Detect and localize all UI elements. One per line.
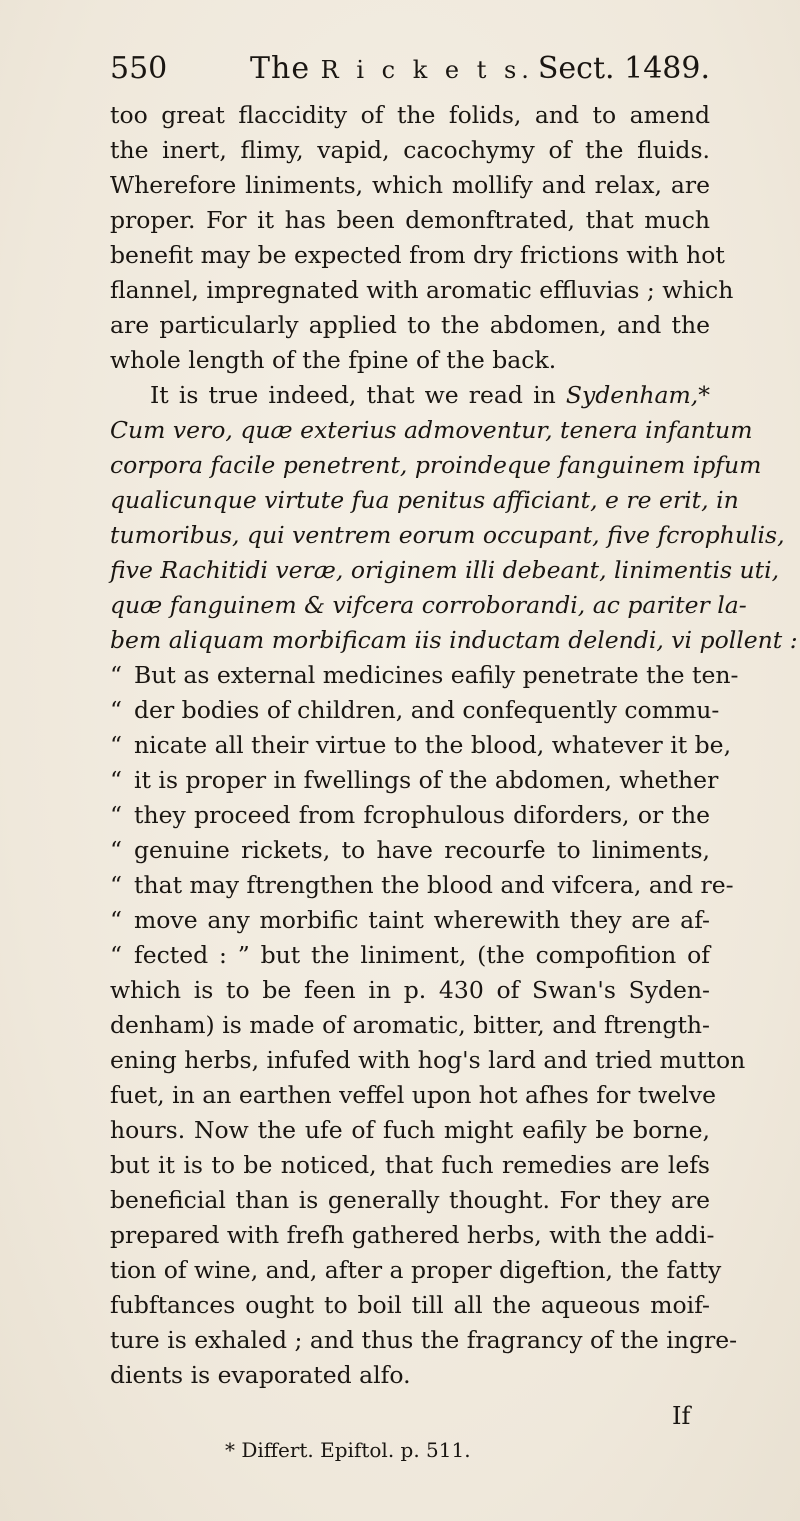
quote-line: “ der bodies of children, and confequently commu- <box>110 693 710 728</box>
quote-line: “ move any morbific taint wherewith they are af- <box>110 903 710 938</box>
body-text <box>110 98 798 1393</box>
text-line: but it is to be noticed, that fuch remedies are lefs <box>110 1151 710 1179</box>
text-line: which is to be feen in p. 430 of Swan's Syden- <box>110 976 710 1004</box>
text-line: fuet, in an earthen veffel upon hot afhes for twelve <box>110 1081 716 1109</box>
text-line: ture is exhaled ; and thus the fragrancy of the ingre- <box>110 1326 738 1354</box>
text-line: beneficial than is generally thought. For they are <box>110 1186 710 1214</box>
text-line: too great flaccidity of the folids, and to amend <box>110 101 710 129</box>
text-line: denham) is made of aromatic, bitter, and ftrength- <box>110 1011 710 1039</box>
quote-mark: “ <box>110 871 123 899</box>
catchword: If <box>672 1402 691 1430</box>
quote-mark: “ <box>110 906 123 934</box>
text-line: the inert, flimy, vapid, cacochymy of the fluids. <box>110 136 710 164</box>
latin-line: quæ fanguinem & vifcera corroborandi, ac pariter la- <box>110 591 747 619</box>
text-line: proper. For it has been demonftrated, that much <box>110 206 710 234</box>
quote-line: “ they proceed from fcrophulous diforders, or the <box>110 798 710 833</box>
section-number: Sect. 1489. <box>537 51 710 86</box>
quote-line: “ genuine rickets, to have recourfe to liniments, <box>110 833 710 868</box>
running-title-lead: The <box>250 51 311 86</box>
quote-mark: “ <box>110 661 123 689</box>
latin-line: Cum vero, quæ exterius admoventur, tenera infantum <box>110 416 753 444</box>
quote-mark: “ <box>110 836 123 864</box>
text-line: tion of wine, and, after a proper digeftion, the fatty <box>110 1256 722 1284</box>
text-line: Wherefore liniments, which mollify and relax, are <box>110 171 710 199</box>
quote-mark: “ <box>110 731 123 759</box>
latin-line: five Rachitidi veræ, originem illi debeant, linimentis uti, <box>110 556 780 584</box>
paragraph-2 <box>110 378 798 1393</box>
latin-line: corpora facile penetrent, proindeque fanguinem ipfum <box>110 451 762 479</box>
quote-mark: “ <box>110 766 123 794</box>
quote-line: “ nicate all their virtue to the blood, whatever it be, <box>110 728 710 763</box>
text-line: benefit may be expected from dry frictions with hot <box>110 241 725 269</box>
text-line: ening herbs, infufed with hog's lard and tried mutton <box>110 1046 746 1074</box>
quote-line: “ fected : ” but the liniment, (the compofition of <box>110 938 710 973</box>
text-line: prepared with frefh gathered herbs, with the addi- <box>110 1221 715 1249</box>
paragraph-1 <box>110 98 734 378</box>
text-line: whole length of the fpine of the back. <box>110 346 557 374</box>
latin-intro: It is true indeed, that we read in <box>150 381 556 409</box>
text-line: fubftances ought to boil till all the aqueous moif- <box>110 1291 710 1319</box>
running-header <box>110 44 710 94</box>
text-line: flannel, impregnated with aromatic effluvias ; which <box>110 276 734 304</box>
running-title <box>250 44 534 95</box>
quote-line: “ that may ftrengthen the blood and vifcera, and re- <box>110 868 710 903</box>
text-line: are particularly applied to the abdomen, and the <box>110 311 710 339</box>
latin-line: tumoribus, qui ventrem eorum occupant, five fcrophulis, <box>110 521 785 549</box>
quote-mark: “ <box>110 696 123 724</box>
latin-line: qualicunque virtute fua penitus afficiant, e re erit, in <box>110 486 739 514</box>
latin-line: bem aliquam morbificam iis inductam delendi, vi pollent : <box>110 626 798 654</box>
footnote: * Differt. Epiftol. p. 511. <box>225 1438 471 1462</box>
quote-line: “ But as external medicines eafily penetrate the ten- <box>110 658 710 693</box>
quote-mark: “ <box>110 941 123 969</box>
page-number: 550 <box>110 51 168 86</box>
quote-mark: “ <box>110 801 123 829</box>
text-line: hours. Now the ufe of fuch might eafily be borne, <box>110 1116 710 1144</box>
text-line <box>110 378 710 413</box>
author-citation: Sydenham,* <box>565 381 710 409</box>
running-title-rest: R i c k e t s. <box>320 56 534 84</box>
text-line: dients is evaporated alfo. <box>110 1361 411 1389</box>
quote-line: “ it is proper in fwellings of the abdomen, whether <box>110 763 710 798</box>
